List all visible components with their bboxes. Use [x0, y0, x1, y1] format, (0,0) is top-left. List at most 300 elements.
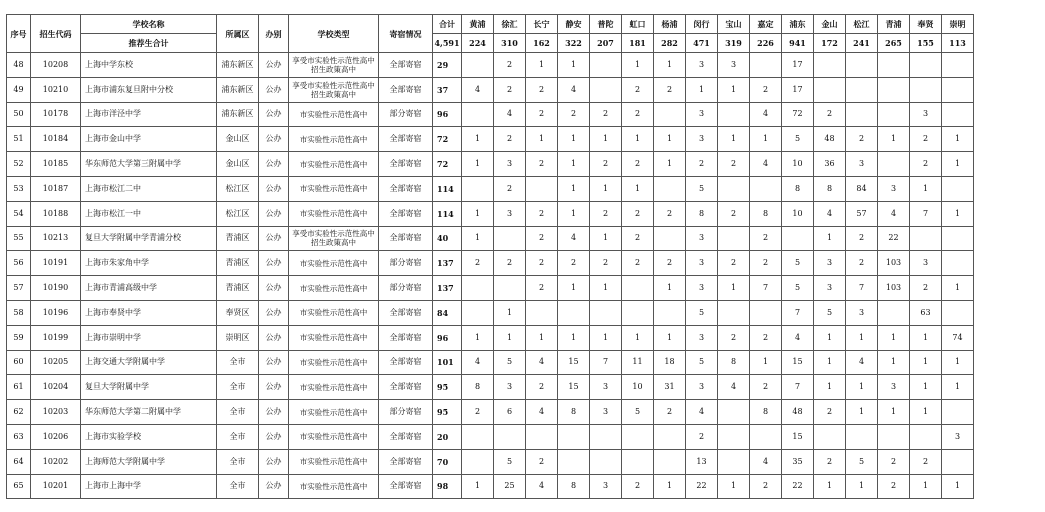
row-district-quota: 1: [462, 152, 494, 177]
header-district-name: 闵行: [686, 15, 718, 34]
row-school-type: 市实验性示范性高中: [289, 276, 379, 301]
row-school-name: 上海交通大学附属中学: [81, 350, 217, 375]
row-district-quota: [782, 226, 814, 251]
row-district-quota: 3: [494, 375, 526, 400]
row-district-quota: 22: [686, 474, 718, 499]
row-run-by: 公办: [259, 424, 289, 449]
row-boarding: 全部寄宿: [379, 201, 433, 226]
row-district-quota: [846, 102, 878, 127]
row-seq: 63: [7, 424, 31, 449]
row-district: 青浦区: [217, 226, 259, 251]
row-district-quota: 3: [910, 251, 942, 276]
header-row-1: [7, 15, 974, 34]
row-district-quota: [814, 53, 846, 78]
row-district-quota: 4: [718, 375, 750, 400]
row-district-quota: 1: [910, 176, 942, 201]
row-school-name: 上海市松江二中: [81, 176, 217, 201]
row-district-quota: 5: [494, 449, 526, 474]
row-district-quota: 4: [814, 201, 846, 226]
row-district-quota: 4: [686, 400, 718, 425]
row-district-quota: 2: [846, 127, 878, 152]
row-run-by: 公办: [259, 400, 289, 425]
row-school-type: 市实验性示范性高中: [289, 474, 379, 499]
row-district-quota: 2: [622, 77, 654, 102]
row-district-quota: 5: [494, 350, 526, 375]
header-school-type: 学校类型: [289, 15, 379, 53]
row-district-quota: 8: [750, 400, 782, 425]
row-district-quota: 2: [590, 201, 622, 226]
row-district-quota: 3: [942, 424, 974, 449]
row-district-quota: 3: [590, 375, 622, 400]
table-row: [7, 201, 974, 226]
row-district-quota: [750, 300, 782, 325]
row-code: 10202: [31, 449, 81, 474]
header-district-total: 265: [878, 34, 910, 53]
row-code: 10191: [31, 251, 81, 276]
row-district-quota: [526, 176, 558, 201]
row-district-quota: 1: [910, 350, 942, 375]
row-district-quota: [526, 424, 558, 449]
header-district-name: 嘉定: [750, 15, 782, 34]
row-district-quota: 1: [494, 325, 526, 350]
row-district: 奉贤区: [217, 300, 259, 325]
header-district-total: 310: [494, 34, 526, 53]
row-district-quota: 10: [782, 201, 814, 226]
row-district-quota: 8: [750, 201, 782, 226]
row-district-quota: [942, 77, 974, 102]
row-district-quota: 1: [590, 325, 622, 350]
row-school-name: 上海市洋泾中学: [81, 102, 217, 127]
row-district-quota: 7: [910, 201, 942, 226]
row-district-quota: 3: [686, 375, 718, 400]
row-total: 72: [433, 152, 462, 177]
row-seq: 58: [7, 300, 31, 325]
row-district-quota: 2: [526, 201, 558, 226]
row-district-quota: [846, 53, 878, 78]
row-district-quota: 2: [622, 201, 654, 226]
row-district-quota: 5: [782, 276, 814, 301]
row-district-quota: 3: [686, 102, 718, 127]
row-district-quota: 4: [750, 152, 782, 177]
row-district-quota: 2: [494, 77, 526, 102]
row-boarding: 全部寄宿: [379, 77, 433, 102]
row-district-quota: 1: [462, 201, 494, 226]
row-district-quota: 1: [558, 53, 590, 78]
row-district-quota: 22: [878, 226, 910, 251]
header-district-total: 207: [590, 34, 622, 53]
row-total: 95: [433, 375, 462, 400]
row-district-quota: 3: [686, 127, 718, 152]
row-school-name: 复旦大学附属中学青浦分校: [81, 226, 217, 251]
row-district-quota: 2: [622, 102, 654, 127]
row-district-quota: 1: [462, 474, 494, 499]
row-code: 10187: [31, 176, 81, 201]
row-district: 全市: [217, 350, 259, 375]
row-total: 84: [433, 300, 462, 325]
row-district-quota: 4: [526, 474, 558, 499]
row-school-type: 市实验性示范性高中: [289, 251, 379, 276]
row-district-quota: 1: [814, 350, 846, 375]
row-school-type: 市实验性示范性高中: [289, 300, 379, 325]
row-total: 20: [433, 424, 462, 449]
row-district-quota: 1: [750, 350, 782, 375]
row-district-quota: 2: [590, 251, 622, 276]
row-run-by: 公办: [259, 325, 289, 350]
row-district-quota: 2: [526, 77, 558, 102]
row-district-quota: 2: [654, 251, 686, 276]
row-total: 98: [433, 474, 462, 499]
row-district-quota: [910, 77, 942, 102]
row-district-quota: [558, 424, 590, 449]
row-district-quota: 2: [846, 226, 878, 251]
row-district-quota: 2: [526, 375, 558, 400]
header-district-total: 226: [750, 34, 782, 53]
row-district-quota: 17: [782, 77, 814, 102]
row-code: 10188: [31, 201, 81, 226]
row-district-quota: 4: [558, 77, 590, 102]
row-district-quota: 1: [558, 201, 590, 226]
row-school-name: 上海市奉贤中学: [81, 300, 217, 325]
row-district-quota: [878, 77, 910, 102]
table-body: [7, 53, 974, 499]
row-district-quota: 2: [750, 325, 782, 350]
row-district: 青浦区: [217, 276, 259, 301]
row-district-quota: 2: [494, 176, 526, 201]
row-total: 95: [433, 400, 462, 425]
row-boarding: 全部寄宿: [379, 325, 433, 350]
table-row: [7, 300, 974, 325]
row-district-quota: [462, 424, 494, 449]
row-seq: 64: [7, 449, 31, 474]
row-seq: 56: [7, 251, 31, 276]
row-district-quota: [558, 300, 590, 325]
row-district-quota: 1: [558, 152, 590, 177]
row-district-quota: 1: [878, 127, 910, 152]
row-district-quota: 1: [814, 474, 846, 499]
row-district-quota: 2: [878, 474, 910, 499]
row-district: 松江区: [217, 176, 259, 201]
header-district-name: 静安: [558, 15, 590, 34]
header-run-by: 办别: [259, 15, 289, 53]
row-district-quota: 3: [686, 325, 718, 350]
row-district-quota: 1: [590, 226, 622, 251]
row-district-quota: 2: [750, 251, 782, 276]
row-district-quota: [846, 77, 878, 102]
quota-table: [6, 14, 974, 499]
row-district-quota: [654, 102, 686, 127]
row-district-quota: 2: [526, 276, 558, 301]
row-district-quota: 3: [590, 474, 622, 499]
header-district-total: 282: [654, 34, 686, 53]
row-district-quota: 5: [814, 300, 846, 325]
row-run-by: 公办: [259, 77, 289, 102]
row-district-quota: 2: [910, 127, 942, 152]
row-school-type: 市实验性示范性高中: [289, 127, 379, 152]
row-district-quota: 2: [718, 201, 750, 226]
row-boarding: 部分寄宿: [379, 400, 433, 425]
row-school-name: 华东师范大学第二附属中学: [81, 400, 217, 425]
row-district-quota: 3: [686, 251, 718, 276]
row-district: 浦东新区: [217, 102, 259, 127]
row-run-by: 公办: [259, 474, 289, 499]
row-total: 37: [433, 77, 462, 102]
row-district-quota: 15: [558, 375, 590, 400]
header-district-name: 松江: [846, 15, 878, 34]
row-district-quota: 1: [558, 176, 590, 201]
row-district-quota: 5: [686, 300, 718, 325]
row-district-quota: [462, 176, 494, 201]
row-school-name: 上海中学东校: [81, 53, 217, 78]
row-district-quota: 2: [494, 251, 526, 276]
row-district-quota: 5: [782, 127, 814, 152]
row-code: 10190: [31, 276, 81, 301]
row-district-quota: 7: [782, 300, 814, 325]
row-district-quota: 1: [942, 375, 974, 400]
row-district-quota: 2: [462, 251, 494, 276]
row-district-quota: 74: [942, 325, 974, 350]
row-district: 金山区: [217, 152, 259, 177]
row-school-type: 市实验性示范性高中: [289, 102, 379, 127]
row-district-quota: [590, 300, 622, 325]
row-district-quota: 17: [782, 53, 814, 78]
row-district-quota: 1: [622, 176, 654, 201]
row-code: 10178: [31, 102, 81, 127]
row-total: 29: [433, 53, 462, 78]
row-district-quota: 4: [494, 102, 526, 127]
row-district-quota: 5: [622, 400, 654, 425]
row-boarding: 全部寄宿: [379, 300, 433, 325]
row-code: 10196: [31, 300, 81, 325]
row-district-quota: [622, 300, 654, 325]
row-boarding: 全部寄宿: [379, 350, 433, 375]
row-seq: 59: [7, 325, 31, 350]
row-district-quota: 1: [846, 400, 878, 425]
row-district-quota: 1: [942, 350, 974, 375]
row-district-quota: 1: [462, 325, 494, 350]
row-district-quota: [494, 226, 526, 251]
row-district-quota: 2: [654, 201, 686, 226]
row-district-quota: 5: [686, 176, 718, 201]
row-district-quota: 3: [846, 300, 878, 325]
row-district-quota: [462, 276, 494, 301]
row-total: 96: [433, 325, 462, 350]
row-district-quota: 1: [654, 325, 686, 350]
row-district-quota: 63: [910, 300, 942, 325]
row-school-type: 市实验性示范性高中: [289, 424, 379, 449]
row-district-quota: 6: [494, 400, 526, 425]
row-district-quota: 2: [750, 77, 782, 102]
header-district-total: 941: [782, 34, 814, 53]
row-district-quota: 2: [686, 152, 718, 177]
row-district-quota: [590, 53, 622, 78]
row-code: 10206: [31, 424, 81, 449]
row-school-type: 市实验性示范性高中: [289, 201, 379, 226]
row-district-quota: 1: [590, 176, 622, 201]
header-district-name: 普陀: [590, 15, 622, 34]
row-district-quota: 7: [782, 375, 814, 400]
row-district-quota: 3: [878, 176, 910, 201]
row-district-quota: [910, 53, 942, 78]
row-district-quota: 3: [814, 276, 846, 301]
row-district-quota: 5: [782, 251, 814, 276]
row-district-quota: 2: [814, 449, 846, 474]
row-code: 10185: [31, 152, 81, 177]
row-district-quota: [558, 449, 590, 474]
row-district-quota: 1: [718, 77, 750, 102]
row-district-quota: 2: [558, 102, 590, 127]
table-header: [7, 15, 974, 53]
row-district-quota: 4: [878, 201, 910, 226]
table-row: [7, 176, 974, 201]
row-district-quota: [878, 152, 910, 177]
row-district: 全市: [217, 400, 259, 425]
row-district-quota: 1: [910, 400, 942, 425]
row-district-quota: 13: [686, 449, 718, 474]
row-seq: 55: [7, 226, 31, 251]
row-boarding: 全部寄宿: [379, 127, 433, 152]
row-seq: 65: [7, 474, 31, 499]
row-district-quota: 2: [654, 77, 686, 102]
row-total: 114: [433, 176, 462, 201]
row-district-quota: 1: [846, 325, 878, 350]
row-district-quota: 2: [494, 53, 526, 78]
row-district-quota: [462, 300, 494, 325]
row-district-quota: 1: [878, 350, 910, 375]
row-district-quota: 3: [814, 251, 846, 276]
row-run-by: 公办: [259, 300, 289, 325]
row-district-quota: [910, 424, 942, 449]
row-code: 10184: [31, 127, 81, 152]
row-district-quota: 2: [526, 152, 558, 177]
row-district-quota: [718, 424, 750, 449]
header-district-total: 319: [718, 34, 750, 53]
row-run-by: 公办: [259, 102, 289, 127]
row-district-quota: 2: [814, 400, 846, 425]
row-run-by: 公办: [259, 176, 289, 201]
header-district-name: 浦东: [782, 15, 814, 34]
row-district-quota: 4: [782, 325, 814, 350]
row-district-quota: [878, 424, 910, 449]
row-district-quota: 1: [654, 127, 686, 152]
header-district-total: 113: [942, 34, 974, 53]
row-district-quota: 2: [910, 449, 942, 474]
row-school-name: 上海市上海中学: [81, 474, 217, 499]
row-district-quota: 2: [750, 375, 782, 400]
row-district-quota: 48: [814, 127, 846, 152]
row-district-quota: 7: [750, 276, 782, 301]
row-district-quota: 5: [686, 350, 718, 375]
row-school-name: 上海市实验学校: [81, 424, 217, 449]
row-seq: 49: [7, 77, 31, 102]
row-district-quota: 1: [622, 127, 654, 152]
row-boarding: 部分寄宿: [379, 251, 433, 276]
header-school-name: 学校名称: [81, 15, 217, 34]
header-code: 招生代码: [31, 15, 81, 53]
row-district: 崇明区: [217, 325, 259, 350]
row-boarding: 部分寄宿: [379, 276, 433, 301]
row-district-quota: 1: [942, 201, 974, 226]
row-seq: 57: [7, 276, 31, 301]
table-row: [7, 400, 974, 425]
row-district-quota: 1: [942, 127, 974, 152]
row-district-quota: [942, 102, 974, 127]
row-district-quota: 2: [462, 400, 494, 425]
row-boarding: 全部寄宿: [379, 176, 433, 201]
header-district: 所属区: [217, 15, 259, 53]
row-total: 40: [433, 226, 462, 251]
header-district-total: 241: [846, 34, 878, 53]
row-district-quota: 2: [718, 325, 750, 350]
row-district-quota: [718, 176, 750, 201]
row-district-quota: 2: [750, 226, 782, 251]
table-row: [7, 375, 974, 400]
row-code: 10208: [31, 53, 81, 78]
row-district-quota: 1: [526, 53, 558, 78]
row-district-quota: [910, 226, 942, 251]
row-district-quota: 3: [494, 152, 526, 177]
row-district-quota: 25: [494, 474, 526, 499]
row-district-quota: [750, 424, 782, 449]
row-school-name: 上海市青浦高级中学: [81, 276, 217, 301]
row-district-quota: 2: [590, 152, 622, 177]
row-code: 10204: [31, 375, 81, 400]
row-district-quota: 2: [622, 474, 654, 499]
row-district-quota: 4: [462, 350, 494, 375]
row-district-quota: 7: [590, 350, 622, 375]
header-district-name: 奉贤: [910, 15, 942, 34]
row-district-quota: 15: [782, 350, 814, 375]
row-district-quota: 2: [558, 251, 590, 276]
row-total: 72: [433, 127, 462, 152]
header-quota-total: 推荐生合计: [81, 34, 217, 53]
table-row: [7, 325, 974, 350]
row-district-quota: [942, 400, 974, 425]
row-district-quota: 31: [654, 375, 686, 400]
row-district-quota: 1: [654, 152, 686, 177]
row-district: 浦东新区: [217, 77, 259, 102]
row-district-quota: 3: [494, 201, 526, 226]
row-district-quota: 1: [462, 226, 494, 251]
row-district: 全市: [217, 375, 259, 400]
row-district-quota: 1: [558, 276, 590, 301]
row-district-quota: [718, 102, 750, 127]
row-district-quota: 8: [782, 176, 814, 201]
row-seq: 48: [7, 53, 31, 78]
row-district: 浦东新区: [217, 53, 259, 78]
row-school-name: 上海市朱家角中学: [81, 251, 217, 276]
row-district-quota: 103: [878, 276, 910, 301]
header-row-2: [7, 34, 974, 53]
table-row: [7, 77, 974, 102]
row-run-by: 公办: [259, 251, 289, 276]
header-district-name: 青浦: [878, 15, 910, 34]
header-district-total: 162: [526, 34, 558, 53]
row-district-quota: 4: [462, 77, 494, 102]
header-district-total: 172: [814, 34, 846, 53]
row-district-quota: [750, 53, 782, 78]
row-district-quota: 2: [590, 102, 622, 127]
header-total-value: 4,591: [433, 34, 462, 53]
row-district-quota: 4: [526, 350, 558, 375]
row-district-quota: [462, 53, 494, 78]
row-district-quota: 1: [590, 127, 622, 152]
row-district-quota: 1: [814, 226, 846, 251]
header-district-name: 长宁: [526, 15, 558, 34]
row-district-quota: 1: [846, 375, 878, 400]
table-row: [7, 424, 974, 449]
row-district-quota: [622, 424, 654, 449]
row-boarding: 全部寄宿: [379, 474, 433, 499]
